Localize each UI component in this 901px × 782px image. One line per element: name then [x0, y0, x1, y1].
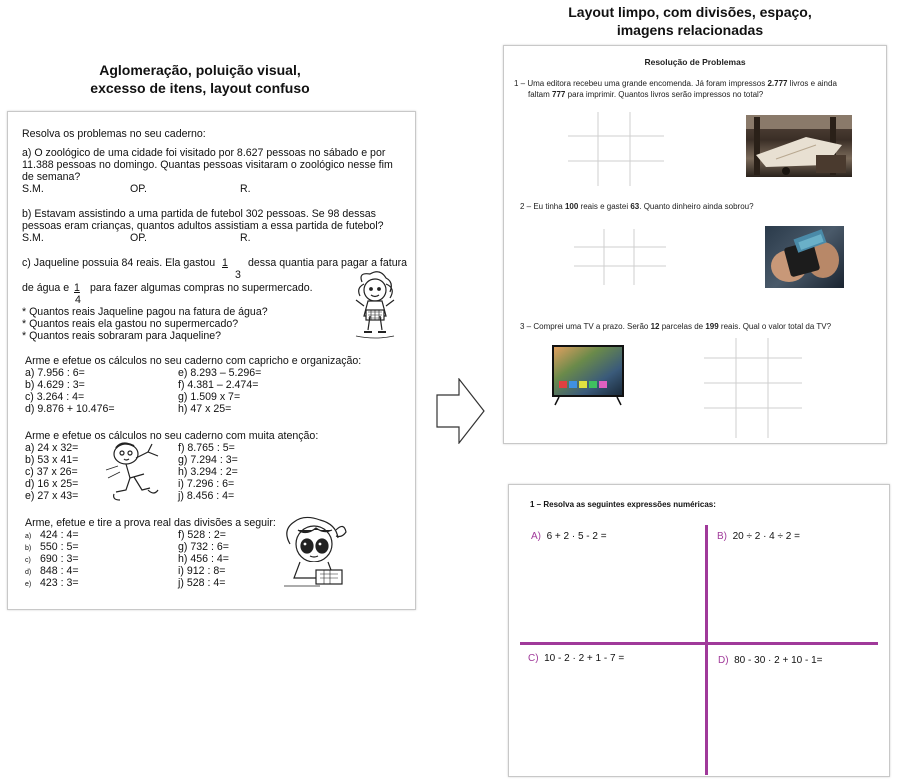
block1-right-3: h) 47 x 25= — [178, 403, 232, 415]
label-sm: S.M. — [22, 183, 44, 195]
left-heading-line2: excesso de itens, layout confuso — [90, 80, 310, 96]
block2-left-1: b) 53 x 41= — [25, 454, 79, 466]
intro-text: Resolva os problemas no seu caderno: — [22, 128, 206, 140]
right-heading-line2: imagens relacionadas — [616, 22, 764, 38]
block3-letter-3: d) — [25, 569, 32, 576]
problem-c-line2-pre: de água e — [22, 282, 70, 294]
problem-a-line3: de semana? — [22, 171, 81, 183]
block3-right-1: g) 732 : 6= — [178, 541, 229, 553]
problems-title: Resolução de Problemas — [644, 57, 746, 67]
grid-problem-1 — [568, 112, 664, 186]
block3-right-3: i) 912 : 8= — [178, 565, 226, 577]
right-heading-line1: Layout limpo, com divisões, espaço, — [568, 4, 812, 20]
question-1: * Quantos reais Jaqueline pagou na fatura de água? — [22, 306, 268, 318]
label-op-b: OP. — [130, 232, 147, 244]
block3-left-4: 423 : 3= — [40, 577, 79, 589]
powerpuff-girl-cartoon — [280, 516, 350, 592]
block1-right-2: g) 1.509 x 7= — [178, 391, 241, 403]
horizontal-divider — [520, 642, 878, 645]
block3-letter-0: a) — [25, 533, 32, 540]
block2-left-3: d) 16 x 25= — [25, 478, 79, 490]
label-sm-b: S.M. — [22, 232, 44, 244]
problem-a-line1: a) O zoológico de uma cidade foi visitado por 8.627 pessoas no sábado e por — [22, 147, 386, 159]
problem-1-line2: faltam 777 para imprimir. Quantos livros serão impressos no total? — [528, 90, 764, 99]
television-photo — [551, 343, 627, 411]
fraction1-denominator: 3 — [235, 269, 241, 281]
grid-problem-3 — [704, 338, 802, 438]
block1-left-0: a) 7.956 : 6= — [25, 367, 85, 379]
printing-press-photo — [746, 115, 852, 177]
problem-b-line2: pessoas eram crianças, quantos adultos assistiam a essa partida de futebol? — [22, 220, 384, 232]
block2-left-2: c) 37 x 26= — [25, 466, 78, 478]
block3-right-4: j) 528 : 4= — [178, 577, 226, 589]
block1-right-1: f) 4.381 – 2.474= — [178, 379, 259, 391]
problem-c-pre: c) Jaqueline possuia 84 reais. Ela gastou — [22, 257, 216, 269]
right-heading — [540, 3, 840, 39]
problem-c-post: dessa quantia para pagar a fatura — [248, 257, 408, 269]
block2-title: Arme e efetue os cálculos no seu caderno com muita atenção: — [25, 430, 319, 442]
cluttered-worksheet — [7, 111, 416, 610]
fraction2-denominator: 4 — [75, 294, 81, 306]
block2-right-3: i) 7.296 : 6= — [178, 478, 235, 490]
block3-title: Arme, efetue e tire a prova real das divisões a seguir: — [25, 517, 276, 529]
falling-boy-cartoon — [104, 440, 168, 502]
problem-3-text: 3 – Comprei uma TV a prazo. Serão 12 parcelas de 199 reais. Qual o valor total da TV? — [520, 322, 832, 331]
block1-left-3: d) 9.876 + 10.476= — [25, 403, 115, 415]
block3-letter-4: e) — [25, 581, 32, 588]
block1-left-1: b) 4.629 : 3= — [25, 379, 85, 391]
label-op: OP. — [130, 183, 147, 195]
expression-d: D) 80 - 30 · 2 + 10 - 1= — [718, 655, 823, 666]
question-3: * Quantos reais sobraram para Jaqueline? — [22, 330, 222, 342]
block2-left-0: a) 24 x 32= — [25, 442, 79, 454]
block1-right-0: e) 8.293 – 5.296= — [178, 367, 262, 379]
block3-letter-1: b) — [25, 545, 32, 552]
label-r: R. — [240, 183, 251, 195]
block2-left-4: e) 27 x 43= — [25, 490, 79, 502]
fraction1-numerator: 1 — [222, 257, 228, 269]
wallet-cash-photo — [765, 226, 844, 288]
expression-a: A) 6 + 2 · 5 - 2 = — [531, 531, 607, 542]
arrow-right-outline-icon — [436, 378, 486, 444]
left-heading-line1: Aglomeração, poluição visual, — [99, 62, 301, 78]
question-2: * Quantos reais ela gastou no supermercado? — [22, 318, 239, 330]
clean-worksheet-problems — [503, 45, 887, 444]
block2-right-4: j) 8.456 : 4= — [178, 490, 235, 502]
clean-worksheet-expressions — [508, 484, 890, 777]
problem-a-line2: 11.388 pessoas no domingo. Quantas pessoas visitaram o zoológico nesse fim — [22, 159, 393, 171]
block1-title: Arme e efetue os cálculos no seu caderno com capricho e organização: — [25, 355, 362, 367]
girl-with-basket-cartoon — [350, 270, 400, 342]
expression-b: B) 20 ÷ 2 · 4 ÷ 2 = — [717, 531, 800, 542]
block3-right-0: f) 528 : 2= — [178, 529, 226, 541]
vertical-divider — [705, 525, 708, 775]
block3-letter-2: c) — [25, 557, 31, 564]
label-r-b: R. — [240, 232, 251, 244]
block2-right-0: f) 8.765 : 5= — [178, 442, 235, 454]
problem-2-text: 2 – Eu tinha 100 reais e gastei 63. Quanto dinheiro ainda sobrou? — [520, 202, 754, 211]
block3-left-3: 848 : 4= — [40, 565, 79, 577]
block2-right-1: g) 7.294 : 3= — [178, 454, 238, 466]
left-heading — [40, 61, 360, 97]
grid-problem-2 — [574, 229, 666, 285]
problem-b-line1: b) Estavam assistindo a uma partida de futebol 302 pessoas. Se 98 dessas — [22, 208, 376, 220]
block3-left-2: 690 : 3= — [40, 553, 79, 565]
fraction2-numerator: 1 — [74, 282, 80, 294]
expressions-title: 1 – Resolva as seguintes expressões numéricas: — [530, 500, 716, 509]
block3-right-2: h) 456 : 4= — [178, 553, 229, 565]
problem-1-line1: 1 – Uma editora recebeu uma grande encomenda. Já foram impressos 2.777 livros e ainda — [514, 79, 837, 88]
block3-left-0: 424 : 4= — [40, 529, 79, 541]
block3-left-1: 550 : 5= — [40, 541, 79, 553]
expression-c: C) 10 - 2 · 2 + 1 - 7 = — [528, 653, 625, 664]
block1-left-2: c) 3.264 : 4= — [25, 391, 85, 403]
block2-right-2: h) 3.294 : 2= — [178, 466, 238, 478]
problem-c-line2-post: para fazer algumas compras no supermercado. — [90, 282, 313, 294]
